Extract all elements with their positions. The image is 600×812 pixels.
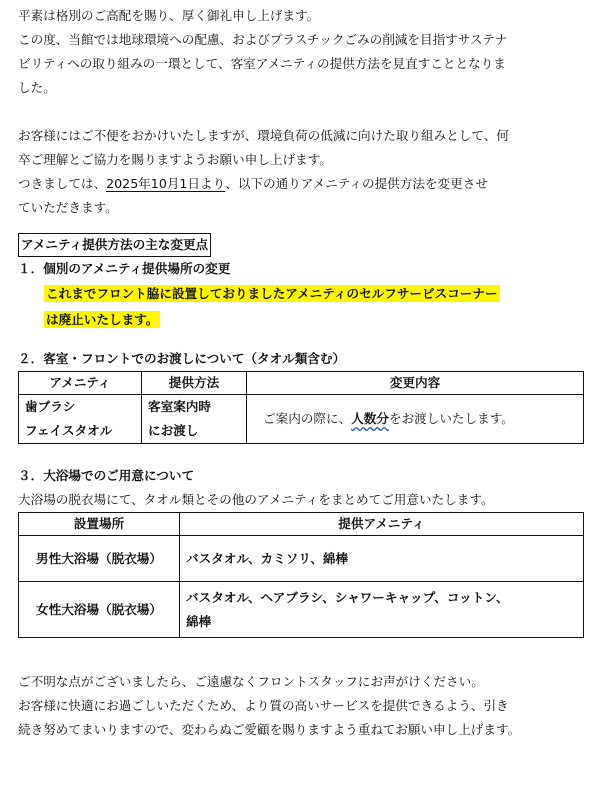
change-cell: [247, 395, 584, 444]
amenity-cell: [19, 395, 142, 444]
items-text: バスタオル、ヘアブラシ、シャワーキャップ、コットン、: [186, 589, 509, 605]
change-text: をお渡しいたします。: [388, 411, 514, 426]
highlight-line: は廃止いたします。: [46, 312, 159, 327]
change-text: ご案内の際に、: [263, 411, 352, 426]
change-emphasis: 人数分: [351, 411, 389, 426]
section-2-title: ２．客室・フロントでのお渡しについて（タオル類含む）: [18, 351, 346, 366]
effective-date: 2025年10月1日より: [106, 176, 226, 191]
location-cell: 男性大浴場（脱衣場）: [19, 536, 180, 582]
section-3-description: 大浴場の脱衣場にて、タオル類とその他のアメニティをまとめてご用意いたします。: [18, 492, 494, 507]
closing-line: 続き努めてまいりますので、変わらぬご愛顧を賜りますよう重ねてお願い申し上げます。: [18, 722, 521, 737]
section-1-highlight: [44, 281, 584, 333]
intro-line: 平素は格別のご高配を賜り、厚く御礼申し上げます。: [18, 8, 320, 23]
closing-line: お客様に快適にお過ごしいただくため、より質の高いサービスを提供できるよう、引き: [18, 698, 509, 713]
table-header-row: [19, 372, 584, 395]
header-items: 提供アメニティ: [180, 513, 584, 536]
location-cell: 女性大浴場（脱衣場）: [19, 582, 180, 638]
highlight-line: これまでフロント脇に設置しておりましたアメニティのセルフサービスコーナー: [46, 286, 498, 301]
header-method: 提供方法: [142, 372, 247, 395]
bath-table: [18, 512, 584, 638]
notice-line: [18, 172, 584, 196]
table-row: [19, 536, 584, 582]
items-cell: [180, 582, 584, 638]
intro-paragraph: [18, 4, 584, 100]
notice-paragraph: [18, 124, 584, 220]
section-3-title: ３．大浴場でのご用意について: [18, 468, 195, 483]
intro-line: ビリティへの取り組みの一環として、客室アメニティの提供方法を見直すこととなりま: [18, 56, 506, 71]
notice-text: つきましては、: [18, 176, 107, 191]
method-cell: [142, 395, 247, 444]
document-page: [18, 4, 584, 742]
notice-line: ていただきます。: [18, 200, 118, 215]
amenity-name: フェイスタオル: [25, 423, 113, 438]
changes-heading: アメニティ提供方法の主な変更点: [18, 233, 211, 257]
header-amenity: アメニティ: [19, 372, 142, 395]
intro-line: した。: [18, 80, 56, 95]
amenity-table: [18, 371, 584, 444]
closing-line: ご不明な点がございましたら、ご遠慮なくフロントスタッフにお声がけください。: [18, 674, 484, 689]
items-cell: [180, 536, 584, 582]
section-1-title: １．個別のアメニティ提供場所の変更: [18, 261, 231, 276]
method-text: 客室案内時: [148, 399, 211, 414]
intro-line: この度、当館では地球環境への配慮、およびプラスチックごみの削減を目指すサステナ: [18, 32, 508, 47]
notice-line: お客様にはご不便をおかけいたしますが、環境負荷の低減に向けた取り組みとして、何: [18, 128, 509, 143]
method-text: にお渡し: [148, 423, 199, 438]
header-location: 設置場所: [19, 513, 180, 536]
items-text: 綿棒: [186, 613, 212, 629]
table-row: [19, 395, 584, 444]
notice-text: 、以下の通りアメニティの提供方法を変更させ: [225, 176, 488, 191]
items-text: バスタオル、カミソリ、綿棒: [186, 550, 349, 566]
table-header-row: [19, 513, 584, 536]
closing-paragraph: [18, 670, 584, 742]
table-row: [19, 582, 584, 638]
header-change: 変更内容: [247, 372, 584, 395]
notice-line: 卒ご理解とご協力を賜りますようお願い申し上げます。: [18, 152, 332, 167]
amenity-name: 歯ブラシ: [25, 399, 76, 414]
